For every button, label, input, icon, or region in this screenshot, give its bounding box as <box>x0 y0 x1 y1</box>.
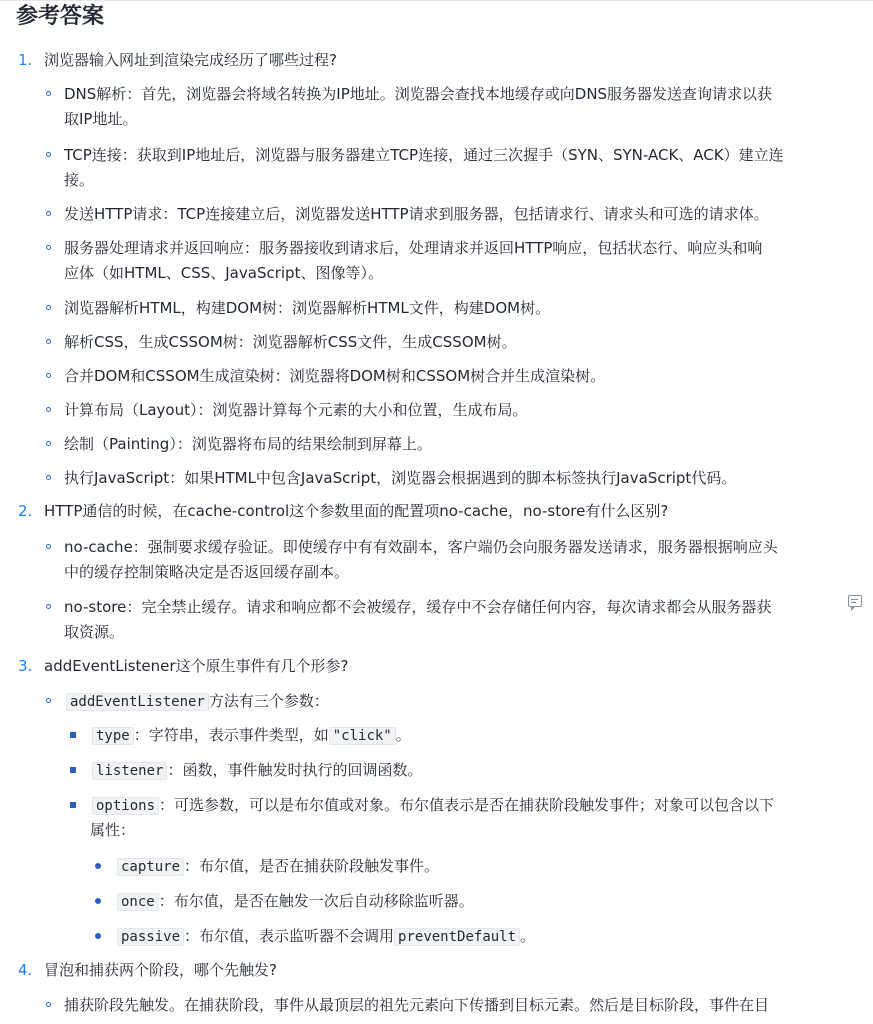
inline-code: capture <box>117 858 184 876</box>
item-line: 应体（如HTML、CSS、JavaScript、图像等）。 <box>64 264 383 282</box>
item-line <box>92 723 842 748</box>
item-line: TCP连接：获取到IP地址后，浏览器与服务器建立TCP连接，通过三次握手（SYN、SYN-ACK、ACK）建立连 <box>64 146 784 164</box>
circle-bullet-icon <box>46 339 51 344</box>
question-text: HTTP通信的时候，在cache-control这个参数里面的配置项no-cache，no-store有什么区别? <box>44 502 669 520</box>
question-number: 3. <box>18 657 33 675</box>
item-line: no-cache：强制要求缓存验证。即使缓存中有有效副本，客户端仍会向服务器发送请求，服务器根据响应头 <box>64 538 778 556</box>
inline-code: addEventListener <box>66 693 209 711</box>
item-line <box>117 924 837 949</box>
dot-bullet-icon <box>95 863 101 869</box>
item-line <box>117 889 837 914</box>
item-text: ：函数，事件触发时执行的回调函数。 <box>167 761 423 779</box>
circle-bullet-icon <box>46 305 51 310</box>
item-line: 中的缓存控制策略决定是否返回缓存副本。 <box>64 563 350 581</box>
item-line: 解析CSS，生成CSSOM树：浏览器解析CSS文件，生成CSSOM树。 <box>64 333 517 351</box>
circle-bullet-icon <box>46 441 51 446</box>
item-line: no-store：完全禁止缓存。请求和响应都不会被缓存，缓存中不会存储任何内容，每次请求都会从服务器获 <box>64 598 772 616</box>
item-line: 绘制（Painting）：浏览器将布局的结果绘制到屏幕上。 <box>64 435 432 453</box>
circle-bullet-icon <box>46 1002 51 1007</box>
item-text: ：布尔值，是否在触发一次后自动移除监听器。 <box>158 892 474 910</box>
item-line: DNS解析：首先，浏览器会将域名转换为IP地址。浏览器会查找本地缓存或向DNS服务器发送查询请求以获 <box>64 85 773 103</box>
question-number: 2. <box>18 502 33 520</box>
square-bullet-icon <box>70 732 76 738</box>
item-text: 。 <box>520 927 536 945</box>
circle-bullet-icon <box>46 698 51 703</box>
item-line: 捕获阶段先触发。在捕获阶段，事件从最顶层的祖先元素向下传播到目标元素。然后是目标阶段，事件在目 <box>64 996 770 1014</box>
item-text: ：布尔值，表示监听器不会调用 <box>184 927 395 945</box>
comment-icon[interactable] <box>848 595 862 607</box>
inline-code: type <box>92 727 134 745</box>
item-text: 。 <box>395 726 411 744</box>
page-title: 参考答案 <box>16 4 105 29</box>
item-text: ：可选参数，可以是布尔值或对象。布尔值表示是否在捕获阶段触发事件；对象可以包含以下 <box>159 796 775 814</box>
dot-bullet-icon <box>95 898 101 904</box>
circle-bullet-icon <box>46 91 51 96</box>
inline-code: passive <box>117 928 184 946</box>
item-line: 计算布局（Layout）：浏览器计算每个元素的大小和位置，生成布局。 <box>64 401 528 419</box>
square-bullet-icon <box>70 767 76 773</box>
item-text: ：布尔值，是否在捕获阶段触发事件。 <box>184 857 440 875</box>
circle-bullet-icon <box>46 407 51 412</box>
question-number: 4. <box>18 961 33 979</box>
item-line: 服务器处理请求并返回响应：服务器接收到请求后，处理请求并返回HTTP响应，包括状态行、响应头和响 <box>64 239 763 257</box>
inline-code: options <box>92 797 159 815</box>
item-line: 合并DOM和CSSOM生成渲染树：浏览器将DOM树和CSSOM树合并生成渲染树。 <box>64 367 606 385</box>
circle-bullet-icon <box>46 373 51 378</box>
inline-code: once <box>117 893 159 911</box>
circle-bullet-icon <box>46 211 51 216</box>
item-line <box>92 758 842 783</box>
question-text: 冒泡和捕获两个阶段，哪个先触发? <box>44 961 277 979</box>
question-text: addEventListener这个原生事件有几个形参? <box>44 657 349 675</box>
inline-code: "click" <box>329 727 396 745</box>
inline-code: listener <box>92 762 167 780</box>
inline-code: preventDefault <box>394 928 520 946</box>
item-text: ：字符串，表示事件类型，如 <box>133 726 329 744</box>
item-line: 接。 <box>64 171 95 189</box>
item-line: 执行JavaScript：如果HTML中包含JavaScript，浏览器会根据遇到的脚本标签执行JavaScript代码。 <box>64 469 737 487</box>
item-line: 取IP地址。 <box>64 110 138 128</box>
item-line: 发送HTTP请求：TCP连接建立后，浏览器发送HTTP请求到服务器，包括请求行、请求头和可选的请求体。 <box>64 205 769 223</box>
item-line <box>92 793 852 818</box>
item-line: 浏览器解析HTML，构建DOM树：浏览器解析HTML文件，构建DOM树。 <box>64 299 551 317</box>
item-line <box>66 689 846 714</box>
comment-icon-tail <box>851 607 855 611</box>
question-text: 浏览器输入网址到渲染完成经历了哪些过程? <box>44 51 337 69</box>
item-line: 取资源。 <box>64 623 125 641</box>
item-text: 方法有三个参数： <box>208 692 329 710</box>
item-line <box>117 854 837 879</box>
square-bullet-icon <box>70 802 76 808</box>
circle-bullet-icon <box>46 245 51 250</box>
circle-bullet-icon <box>46 475 51 480</box>
question-number: 1. <box>18 51 33 69</box>
circle-bullet-icon <box>46 604 51 609</box>
item-line: 属性： <box>90 821 136 839</box>
circle-bullet-icon <box>46 152 51 157</box>
top-divider <box>0 0 873 1</box>
circle-bullet-icon <box>46 544 51 549</box>
dot-bullet-icon <box>95 933 101 939</box>
